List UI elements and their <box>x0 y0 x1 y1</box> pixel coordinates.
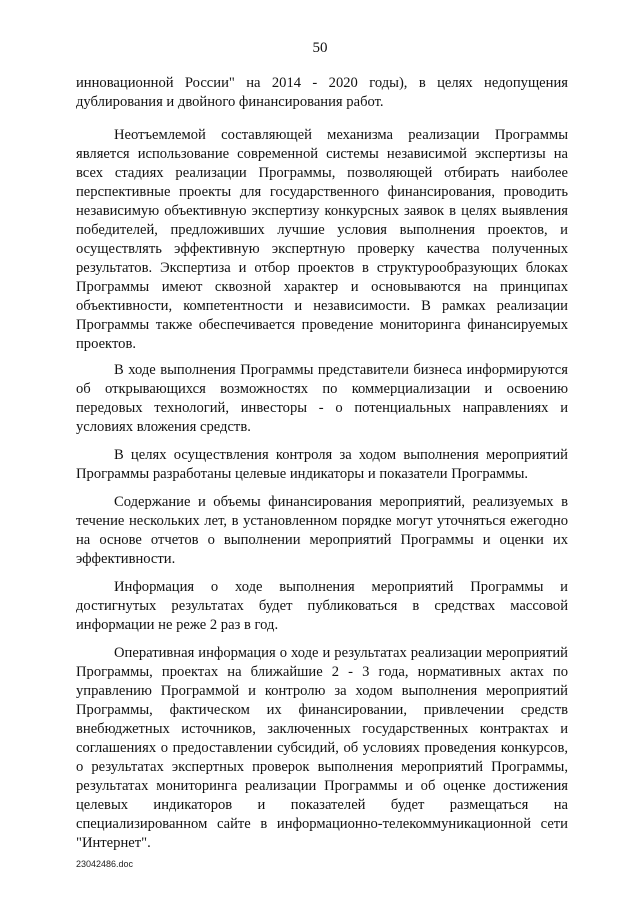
paragraph-expertise: Неотъемлемой составляющей механизма реализации Программы является использование современной системы независимой экспертизы на всех стадиях реализации Программы, позволяющей отбирать наиболее перспективные проекты для государственного финансирования, проводить независимую объективную экспертизу конкурсных заявок в целях выявления победителей, предложивших лучшие условия выполнения проектов, и осуществлять эффективную экспертную проверку качества полученных результатов. Экспертиза и отбор проектов в структурообразующих блоках Программы имеют сквозной характер и основываются на принципах объективности, компетентности и независимости. В рамках реализации Программы также обеспечивается проведение мониторинга финансируемых проектов. <box>76 127 568 352</box>
body-text <box>76 74 568 853</box>
paragraph-financing: Содержание и объемы финансирования мероприятий, реализуемых в течение нескольких лет, в установленном порядке могут уточняться ежегодно на основе отчетов о выполнении мероприятий Программы и оценки их эффективности. <box>76 494 568 567</box>
page-number: 50 <box>312 40 328 56</box>
footer-filename: 23042486.doc <box>76 859 134 869</box>
paragraph-continuation: инновационной России" на 2014 - 2020 годы), в целях недопущения дублирования и двойного финансирования работ. <box>76 75 568 110</box>
paragraph-publication: Информация о ходе выполнения мероприятий Программы и достигнутых результатах будет публиковаться в средствах массовой информации не реже 2 раз в год. <box>76 579 568 633</box>
paragraph-operational-info: Оперативная информация о ходе и результатах реализации мероприятий Программы, проектах на ближайшие 2 - 3 года, нормативных актах по управлению Программой и контролю за ходом выполнения мероприятий Программы, фактическом их финансировании, привлечении средств внебюджетных источников, заключенных государственных контрактах и соглашениях о предоставлении субсидий, об условиях проведения конкурсов, о результатах экспертных проверок выполнения мероприятий Программы, результатах мониторинга реализации Программы и об оценке достижения целевых индикаторов и показателей будет размещаться на специализированном сайте в информационно-телекоммуникационной сети "Интернет". <box>76 645 568 851</box>
paragraph-business-info: В ходе выполнения Программы представители бизнеса информируются об открывающихся возможностях по коммерциализации и освоению передовых технологий, инвесторы - о потенциальных направлениях и условиях вложения средств. <box>76 362 568 435</box>
paragraph-control: В целях осуществления контроля за ходом выполнения мероприятий Программы разработаны целевые индикаторы и показатели Программы. <box>76 447 568 482</box>
